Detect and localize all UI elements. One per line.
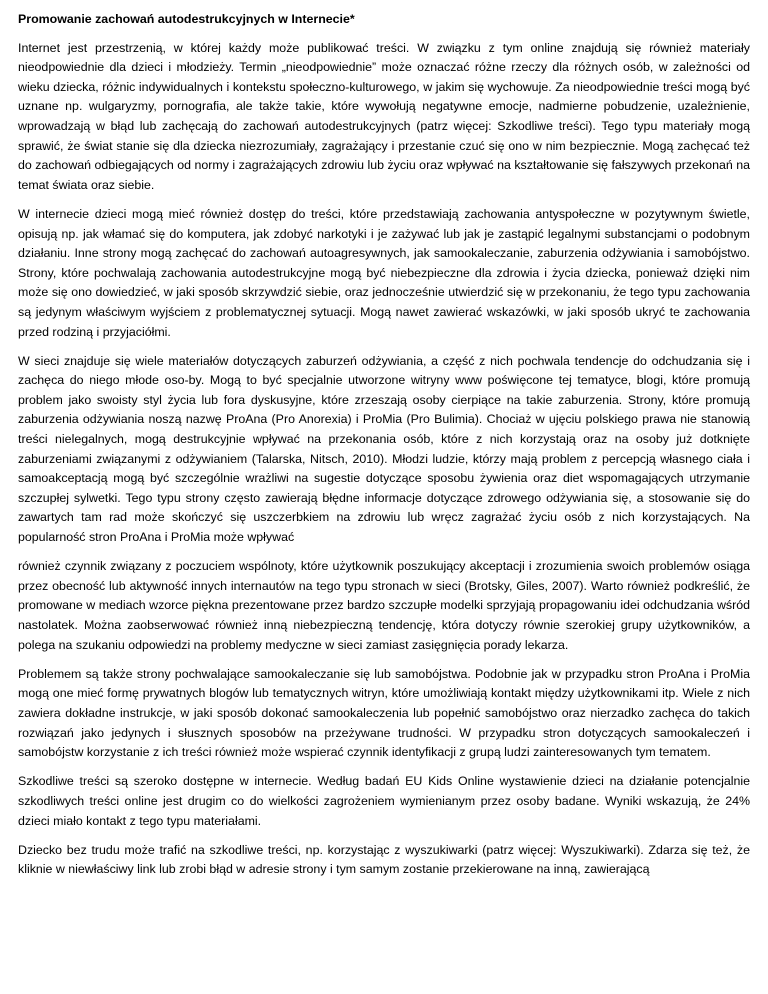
paragraph: Szkodliwe treści są szeroko dostępne w internecie. Według badań EU Kids Online wystawienie dzieci na działanie potencjalnie szkodliwych treści online jest drugim co do wielkości zagrożeniem wymienianym przez osoby badane. Wyniki wskazują, że 24% dzieci miało kontakt z tego typu materiałami.: [18, 774, 750, 828]
paragraph: Dziecko bez trudu może trafić na szkodliwe treści, np. korzystając z wyszukiwarki (patrz więcej: Wyszukiwarki). Zdarza się też, że kliknie w niewłaściwy link lub zrobi błąd w adresie strony i tym samym zostanie przekierowane na inną, zawierającą: [18, 842, 750, 877]
paragraph: W sieci znajduje się wiele materiałów dotyczących zaburzeń odżywiania, a część z nich pochwala tendencje do odchudzania się i zachęca do niego młode oso-by. Mogą to być specjalnie utworzone witryny www poświęcone tej tematyce, blogi, które promują problem jako swoisty styl życia lub fora dyskusyjne, które zrzeszają osoby cierpiące na takie zaburzenia. Strony, które promują zaburzenia odżywiania noszą nazwę ProAna (Pro Anorexia) i ProMia (Pro Bulimia). Chociaż w ujęciu polskiego prawa nie stanowią treści nielegalnych, mogą destrukcyjnie wpływać na przekonania osób, które z nich korzystają oraz na osoby już dotknięte zaburzeniami związanymi z odżywianiem (Talarska, Nitsch, 2010). Młodzi ludzie, którzy mają problem z percepcją własnego ciała i samoakceptacją mogą być szczególnie wrażliwi na sugestie dotyczące sposobu żywienia oraz diet wspomagających utrzymanie szczupłej sylwetki. Tego typu strony często zawierają błędne informacje dotyczące zdrowego odżywiania się, a stosowanie się do zawartych tam rad może skończyć się uszczerbkiem na zdrowiu lub wręcz zagrażać życiu osób z nich korzystających. Na popularność stron ProAna i ProMia może wpływać: [18, 353, 750, 545]
paragraph: Problemem są także strony pochwalające samookaleczanie się lub samobójstwa. Podobnie jak w przypadku stron ProAna i ProMia mogą one mieć formę prywatnych blogów lub tematycznych witryn, które umożliwiają kontakt między użytkownikami itp. Wiele z nich zawiera dokładne instrukcje, w jaki sposób dokonać samookaleczenia lub popełnić samobójstwo oraz nierzadko zachęca do takich rozwiązań jako jedynych i słusznych sposobów na przeżywane trudności. W przypadku stron dotyczących samookaleczeń i samobójstw korzystanie z ich treści również może wspierać czynnik identyfikacji z grupą ludzi zainteresowanych tym tematem.: [18, 666, 750, 760]
paragraph: Internet jest przestrzenią, w której każdy może publikować treści. W związku z tym online znajdują się również materiały nieodpowiednie dla dzieci i młodzieży. Termin „nieodpowiednie” może oznaczać różne rzeczy dla różnych osób, w zależności od wieku dziecka, różnic indywidualnych i kontekstu społeczno-kulturowego, w jakim się wychowuje. Za nieodpowiednie treści mogą być uznane np. wulgaryzmy, pornografia, ale także takie, które wywołują negatywne emocje, nadmierne pobudzenie, uzależnienie, wprowadzają w błąd lub zachęcają do zachowań autodestrukcyjnych (patrz więcej: Szkodliwe treści). Tego typu materiały mogą sprawić, że świat stanie się dla dziecka niezrozumiały, zagrażający i przestanie czuć się ono w nim bezpiecznie. Mogą zachęcać też do zachowań odbiegających od normy i zagrażających zdrowiu lub życiu oraz wpływać na kształtowanie się fałszywych przekonań na temat świata oraz siebie.: [18, 40, 750, 192]
document-title: Promowanie zachowań autodestrukcyjnych w Internecie*: [18, 12, 355, 26]
document-page: [18, 10, 750, 890]
paragraph: W internecie dzieci mogą mieć również dostęp do treści, które przedstawiają zachowania antyspołeczne w pozytywnym świetle, opisują np. jak włamać się do komputera, jak zdobyć narkotyki i je zażywać lub jak je zastąpić legalnymi substancjami o podobnym działaniu. Inne strony mogą zachęcać do zachowań autoagresywnych, jak samookaleczanie, zaburzenia odżywiania i samobójstwo. Strony, które pochwalają zachowania autodestrukcyjne mogą być niebezpieczne dla zdrowia i życia dziecka, ponieważ dzięki nim może się ono dowiedzieć, w jaki sposób skrzywdzić siebie, oraz jednocześnie utwierdzić się w przekonaniu, że tego typu zachowania są jedynym właściwym wyjściem z problematycznej sytuacji. Mogą nawet zawierać wskazówki, w jaki sposób ukryć te zachowania przed rodziną i przyjaciółmi.: [18, 206, 750, 339]
paragraph: również czynnik związany z poczuciem wspólnoty, które użytkownik poszukujący akceptacji i zrozumienia swoich problemów osiąga przez obecność lub aktywność innych internautów na tego typu stronach w sieci (Brotsky, Giles, 2007). Warto również podkreślić, że promowane w mediach wzorce piękna prezentowane przez bardzo szczupłe modelki sprzyjają propagowaniu idei odchudzania wśród nastolatek. Można zaobserwować również inną niebezpieczną tendencję, która dotyczy równie szerokiej grupy użytkowników, a polega na szukaniu odpowiedzi na problemy medyczne w sieci zamiast zasięgnięcia porady lekarza.: [18, 559, 750, 652]
